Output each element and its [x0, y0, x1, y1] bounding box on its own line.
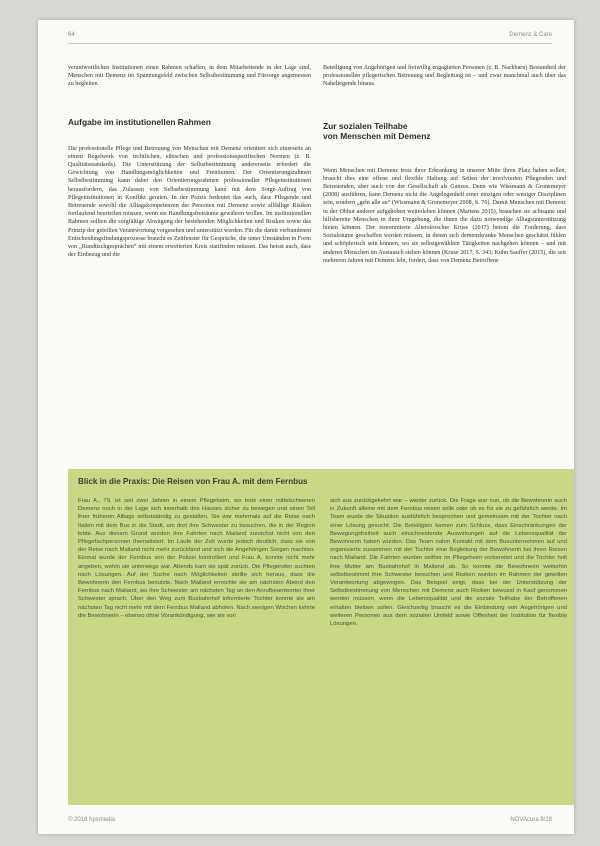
right-heading-line1: Zur sozialen Teilhabe: [323, 120, 408, 131]
box-title: Blick in die Praxis: Die Reisen von Frau A. mit dem Fernbus: [78, 477, 308, 486]
left-intro-paragraph: verantwortlichen Institutionen einen Rahmen schaffen, in dem Mitarbeitende in der Lage sind, Menschen mit Demenz im Spannungsfeld zwischen Selbstbestimmung und Fürsorge angemessen zu begleiten.: [68, 65, 311, 88]
box-right-column: [330, 497, 567, 628]
box-left-column: [78, 497, 315, 620]
magazine-page: [38, 20, 574, 834]
header-divider: [68, 43, 552, 44]
right-section-heading: [323, 121, 566, 141]
left-body-paragraph: Die professionelle Pflege und Betreuung von Menschen mit Demenz orientiert sich einerseits an einem Regelwerk von rechtlichen, ethischen und professionsspezifischen Normen (z. B. Qualitätsstandards). Die Unterstützung der Selbstbestimmung andererseits erfordert die Gewichtung von Handlungsmöglichkeiten und Freiräumen. Der Orientierungsrahmen Selbstbestimmung kann dabei den Orientierungsrahmen professioneller Pflegeinstitutionen herausfordern, das Zulassen von Selbstbestimmung kann mit dem Sorge-Auftrag von Pflegeinstitutionen in Konflikt geraten. In der Praxis bedeutet das auch, dass Pflegende und Betreuende sowohl die Alltagskompetenzen der Personen mit Demenz sowie allfällige Risiken fortlaufend beurteilen müssen, wenn sie Handlungsfreiräume gewähren wollen. Im institutionellen Rahmen sollten die sorgfältige Abwägung der bestehenden Möglichkeiten und Risiken sowie das Prinzip der geteilten Verantwortung vorgesehen und unterstützt werden. Für die damit verbundenen Entscheidungsfindungsprozesse braucht es Zeitfenster für Gespräche, die unter Umständen in Form von „Rundtischgesprächen“ mit einem erweiterten Kreis stattfinden müssen. Das heisst auch, dass der Einbezug und die: [68, 145, 311, 259]
section-label: Demenz & Care: [509, 32, 552, 38]
right-column: [323, 64, 566, 265]
footer-issue: NOVAcura 8/18: [510, 817, 552, 823]
left-column: [68, 64, 311, 259]
right-heading-line2: von Menschen mit Demenz: [323, 130, 431, 141]
box-right-text: sich aus zurückgekehrt war – wieder zurück. Die Frage war nun, ob die Bewohnerin auch in Zukunft alleine mit dem Fernbus reisen solle oder ob es für sie zu gefährlich werde. Im Team wurde die Situation ausführlich besprochen und gemeinsam mit der Tochter nach einer Lösung gesucht. Die Beteiligten kamen zum Schluss, dass Einschränkungen der Bewegungsfreiheit auch einschneidende Auswirkungen auf die Lebensqualität der Bewohnerin haben würden. Das Team nahm Kontakt mit dem Busunternehmen auf und organisierte zusammen mit der Tochter eine Begleitung der Bewohnerin bei ihren Reisen nach Mailand. Die Fahrten wurden seither im Pflegeheim vorbereitet und die Tochter holt ihre Mutter am Busbahnhof in Mailand ab. So konnte die Bewohnerin weiterhin selbstbestimmt ihre Schwester besuchen und Risiken wurden im Rahmen der geteilten Verantwortung abgewogen. Das Beispiel zeigt, dass bei der Unterstützung der Selbstbestimmung von Menschen mit Demenz auch Risiken bewusst in Kauf genommen werden müssen, wenn die Lebensqualität und die soziale Teilhabe der Betroffenen erhalten bleiben sollen. Gleichzeitig braucht es die Einbindung von Angehörigen und weiteren Personen aus dem sozialen Umfeld sowie Offenheit der Institution für flexible Lösungen.: [330, 498, 567, 628]
right-intro-paragraph: Beteiligung von Angehörigen und freiwillig engagierten Personen (z. B. Nachbarn) Bestandteil der professionellen pflegerischen Betreuung und Begleitung ist – und zwar manchmal auch über das Naheliegende hinaus.: [323, 65, 566, 88]
page-number: 64: [68, 32, 75, 38]
box-left-text: Frau A., 79, ist seit zwei Jahren in einem Pflegeheim, wo trotz einer mittelschweren Demenz noch in der Lage sich innerhalb des Hauses sicher zu bewegen und einen Teil ihrer früheren Alltags selbstständig zu gestalten. Sie war mehrmals auf die Reise nach Italien mit dem Bus in die Stadt, um dort ihre Schwester zu besuchen, die in der Region lebte. Aus diesem Grund wurden ihre Fahrten nach Mailand zunächst nicht von den Pflegefachpersonen thematisiert. Im Laufe der Zeit wurde jedoch deutlich, dass sie von der Reise nach Mailand nicht mehr zurückfand und sich die Angehörigen Sorgen machten. Einmal wurde der Fernbus von der Polizei kontrolliert und Frau A. konnte nicht mehr angeben, wohin sie unterwegs war. Abends kam sie spät zurück. Die Pflegenden suchten nach Lösungen. Auf der Suche nach Möglichkeiten stellte sich heraus, dass die Bewohnerin den Fernbus benutzte. Nach Mailand erreichte sie am nächsten Abend den Fernbus nach Mailand, wo ihre Schwester am nächsten Tag an den Anrufbeantworter ihrer Schwester sprach. Über den Weg zum Busbahnhof informierte Tochter konnte sie am nächsten Tag nicht mehr mit dem Fernbus Mailand abholen. Nach wenigen Wochen kehrte die Bewohnerin – ebenso ohne Vorankündigung, wie sie von: [78, 498, 315, 619]
left-section-heading: Aufgabe im institutionellen Rahmen: [68, 116, 211, 127]
practice-example-box: [68, 469, 574, 805]
footer-copyright: © 2018 hpsmedia: [68, 817, 116, 823]
right-body-paragraph: Wenn Menschen mit Demenz trotz ihrer Erkrankung in unserer Mitte ihren Platz haben sollen, braucht dies eine offene und flexible Haltung auf Seiten der involvierten Pflegenden und Betreuenden, aber auch von der Gesellschaft als Ganzes. Denn wie Wissmann & Gronemeyer (2008) ausführen, kann Demenz nicht die Angelegenheit einer einzigen oder weniger Disziplinen sein, sondern „geht alle an“ (Wissmann & Gronemeyer 2008, S. 76). Damit Menschen mit Demenz in der Obhut anderer aufgehoben weiterleben können (Martens 2015), brauchen sie achtsame und hilfsbereite Menschen in ihrer Umgebung, die ihnen die dazu notwendige Alltagsunterstützung bieten können. Der renommierte Altersforscher Kruse (2017) betont die Forderung, dass Sozialräume geschaffen werden müssen, in denen sich demenzkranke Menschen geschätzt fühlen und schöpferisch sein können, wo sie selbstgewählten Tätigkeiten nachgehen können – und mit anderen Menschen im Austausch stehen können (Kruse 2017, S. 343; Kuhn Sauffer (2015), die seit mehreren Jahren mit Demenz lebt, fordert, dass von Demenz Betroffene: [323, 167, 566, 264]
